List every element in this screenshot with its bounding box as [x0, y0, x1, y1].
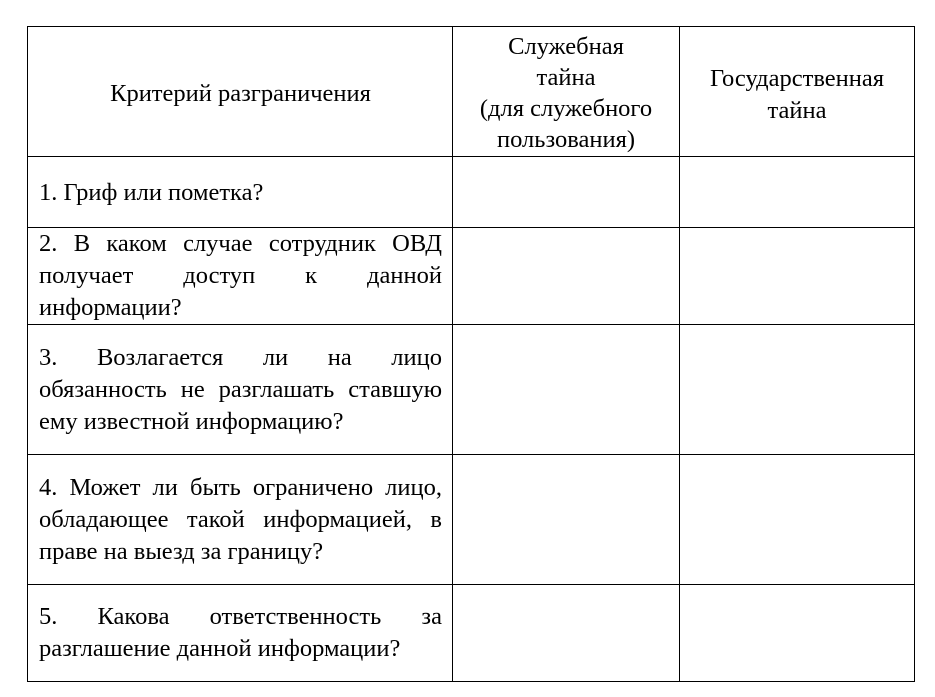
- question-cell: 4. Может ли быть ограничено лицо, обладающее такой информацией, в праве на выезд за границу?: [28, 455, 453, 585]
- table-row: [28, 455, 915, 585]
- question-cell: 5. Какова ответственность за разглашение данной информации?: [28, 585, 453, 682]
- table-row: [28, 228, 915, 325]
- header-state-secret: [680, 27, 915, 157]
- header-service-secret-label: Служебная тайна (для служебного пользования): [479, 32, 653, 153]
- question-cell: 1. Гриф или пометка?: [28, 157, 453, 228]
- state-secret-answer-cell[interactable]: [680, 585, 915, 682]
- state-secret-answer-cell[interactable]: [680, 157, 915, 228]
- header-row: [28, 27, 915, 157]
- service-secret-answer-cell[interactable]: [453, 228, 680, 325]
- question-cell: 2. В каком случае сотрудник ОВД получает доступ к данной информации?: [28, 228, 453, 325]
- service-secret-answer-cell[interactable]: [453, 157, 680, 228]
- question-cell: 3. Возлагается ли на лицо обязанность не разглашать ставшую ему известной информацию?: [28, 325, 453, 455]
- table-row: [28, 157, 915, 228]
- comparison-table: [27, 26, 915, 682]
- table-row: [28, 325, 915, 455]
- state-secret-answer-cell[interactable]: [680, 325, 915, 455]
- service-secret-answer-cell[interactable]: [453, 585, 680, 682]
- service-secret-answer-cell[interactable]: [453, 325, 680, 455]
- header-criterion-label: Критерий разграничения: [110, 79, 371, 107]
- state-secret-answer-cell[interactable]: [680, 228, 915, 325]
- state-secret-answer-cell[interactable]: [680, 455, 915, 585]
- service-secret-answer-cell[interactable]: [453, 455, 680, 585]
- header-criterion: [28, 27, 453, 157]
- header-state-secret-label: Государственная тайна: [710, 65, 884, 124]
- table-row: [28, 585, 915, 682]
- header-service-secret: [453, 27, 680, 157]
